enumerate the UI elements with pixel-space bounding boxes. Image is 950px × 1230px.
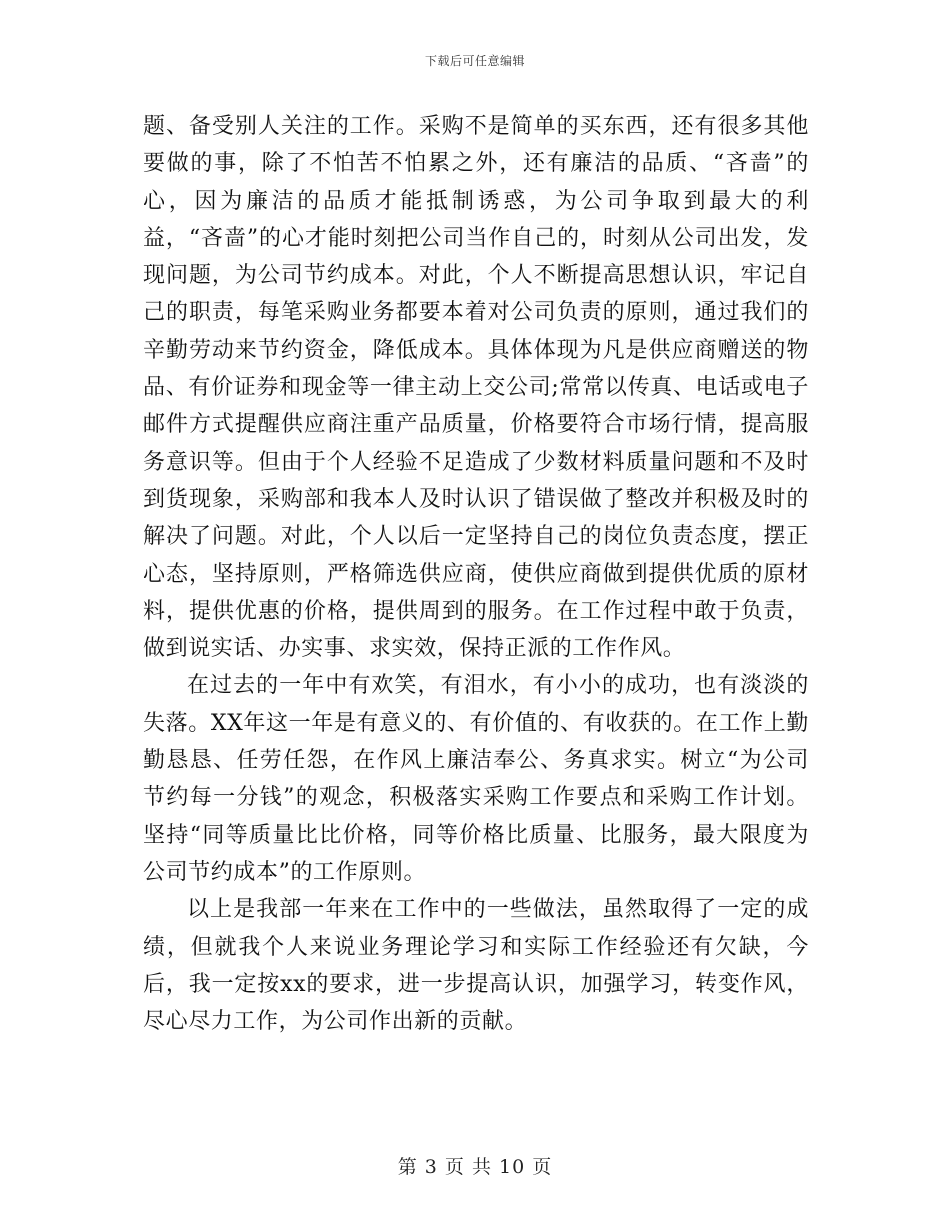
paragraph-continued: 题、备受别人关注的工作。采购不是简单的买东西，还有很多其他要做的事，除了不怕苦不怕累之外，还有廉洁的品质、“吝啬”的心，因为廉洁的品质才能抵制诱惑，为公司争取到最大的利益，“吝啬”的心才能时刻把公司当作自己的，时刻从公司出发，发现问题，为公司节约成本。对此，个人不断提高思想认识，牢记自己的职责，每笔采购业务都要本着对公司负责的原则，通过我们的辛勤劳动来节约资金，降低成本。具体体现为凡是供应商赠送的物品、有价证券和现金等一律主动上交公司;常常以传真、电话或电子邮件方式提醒供应商注重产品质量，价格要符合市场行情，提高服务意识等。但由于个人经验不足造成了少数材料质量问题和不及时到货现象，采购部和我本人及时认识了错误做了整改并积极及时的解决了问题。对此，个人以后一定坚持自己的岗位负责态度，摆正心态，坚持原则，严格筛选供应商，使供应商做到提供优质的原材料，提供优惠的价格，提供周到的服务。在工作过程中敢于负责，做到说实话、办实事、求实效，保持正派的工作作风。 bbox=[143, 114, 809, 662]
paragraph-year-review: 在过去的一年中有欢笑，有泪水，有小小的成功，也有淡淡的失落。XX年这一年是有意义的、有价值的、有收获的。在工作上勤勤恳恳、任劳任怨，在作风上廉洁奉公、务真求实。树立“为公司节约每一分钱”的观念，积极落实采购工作要点和采购工作计划。坚持“同等质量比比价格，同等价格比质量、比服务，最大限度为公司节约成本”的工作原则。 bbox=[143, 673, 809, 885]
paragraph-conclusion: 以上是我部一年来在工作中的一些做法，虽然取得了一定的成绩，但就我个人来说业务理论学习和实际工作经验还有欠缺，今后，我一定按xx的要求，进一步提高认识，加强学习，转变作风，尽心尽力工作，为公司作出新的贡献。 bbox=[143, 897, 809, 1035]
page-number-footer: 第 3 页 共 10 页 bbox=[397, 1156, 553, 1178]
document-body bbox=[143, 108, 809, 1040]
page-header-note: 下载后可任意编辑 bbox=[424, 54, 525, 68]
